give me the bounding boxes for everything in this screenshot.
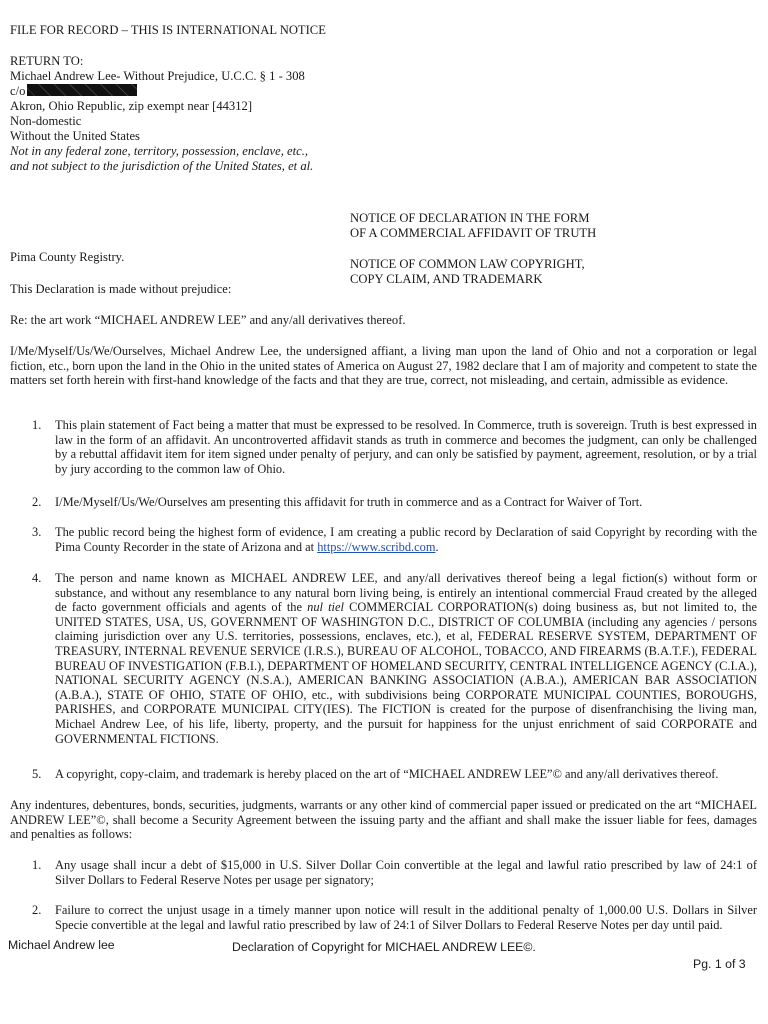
care-of-label: c/o	[10, 84, 26, 98]
item-number: 5.	[32, 767, 42, 781]
jurisdiction-note-2: and not subject to the jurisdiction of the United States, et al.	[10, 159, 314, 173]
item-text-part: The person and name known as MICHAEL ANDREW LEE, and any/all derivatives thereof being a legal fiction(s) without form or substance, and without any resemblance to any natural born living being, is entirely an intentional commercial Fraud created by the alleged de facto government officials and agents of the	[55, 571, 757, 615]
item-text: A copyright, copy-claim, and trademark is hereby placed on the art of “MICHAEL ANDREW LEE”© and any/all derivatives thereof.	[55, 767, 719, 781]
item-text	[55, 525, 757, 554]
non-domestic-line: Non-domestic	[10, 114, 82, 128]
item-number: 1.	[32, 418, 42, 432]
footer-title: Declaration of Copyright for MICHAEL ANDREW LEE©.	[232, 940, 536, 954]
without-prejudice-line: This Declaration is made without prejudice:	[10, 282, 232, 296]
item-number: 2.	[32, 495, 42, 509]
registry-line: Pima County Registry.	[10, 250, 125, 264]
scribd-link[interactable]: https://www.scribd.com	[317, 539, 436, 554]
return-name: Michael Andrew Lee- Without Prejudice, U.C.C. § 1 - 308	[10, 69, 305, 83]
notice-line-3: NOTICE OF COMMON LAW COPYRIGHT,	[350, 257, 585, 271]
jurisdiction-note-1: Not in any federal zone, territory, possession, enclave, etc.,	[10, 144, 309, 158]
care-of-line	[10, 84, 137, 99]
penalty-number: 1.	[32, 858, 42, 872]
item-number: 4.	[32, 571, 42, 585]
penalty-text: Any usage shall incur a debt of $15,000 in U.S. Silver Dollar Coin convertible at the legal and lawful ratio prescribed by law of 24:1 of Silver Dollars to Federal Reserve Notes per usage per signatory;	[55, 858, 757, 887]
nul-tiel-italic: nul tiel	[307, 600, 344, 615]
intro-paragraph: I/Me/Myself/Us/We/Ourselves, Michael Andrew Lee, the undersigned affiant, a living man upon the land of Ohio and not a corporation or legal fiction, etc., born upon the land in the Ohio in the united states of America on August 27, 1982 declare that I am of majority and competent to state the matters set forth herein with first-hand knowledge of the facts and that they are true, correct, not misleading, and certain, admissible as evidence.	[10, 344, 757, 388]
item-text-part: The public record being the highest form of evidence, I am creating a public record by Declaration of said Copyright by recording with the Pima County Recorder in the state of Arizona and at	[55, 525, 757, 554]
footer-author: Michael Andrew lee	[8, 938, 115, 952]
item-text	[55, 571, 757, 746]
notice-line-2: OF A COMMERCIAL AFFIDAVIT OF TRUTH	[350, 226, 597, 240]
notice-line-4: COPY CLAIM, AND TRADEMARK	[350, 272, 543, 286]
return-to-label: RETURN TO:	[10, 54, 84, 68]
notice-line-1: NOTICE OF DECLARATION IN THE FORM	[350, 211, 590, 225]
without-us-line: Without the United States	[10, 129, 140, 143]
return-city: Akron, Ohio Republic, zip exempt near [44312]	[10, 99, 253, 113]
item-text-part: COMMERCIAL CORPORATION(s) doing business as, but not limited to, the UNITED STATES, USA, US, GOVERNMENT OF WASHINGTON D.C., DISTRICT OF COLUMBIA (including any agencies / persons claiming jurisdiction over any U.S. territories, possessions, enclaves, etc.), et al, FEDERAL RESERVE SYSTEM, DEPARTMENT OF TREASURY, INTERNAL REVENUE SERVICE (I.R.S.), BUREAU OF ALCOHOL, TOBACCO, AND FIREARMS (B.A.T.F.), FEDERAL BUREAU OF INVESTIGATION (F.B.I.), DEPARTMENT OF HOMELAND SECURITY, CENTRAL INTELLIGENCE AGENCY (C.I.A.), NATIONAL SECURITY AGENCY (N.S.A.), AMERICAN BANKING ASSOCIATION (A.B.A.), AMERICAN BAR ASSOCIATION (A.B.A.), STATE OF OHIO, STATE OF OHIO, etc., with subdivisions being CORPORATE MUNICIPAL COUNTIES, BOROUGHS, PARISHES, and CORPORATE MUNICIPAL CITY(IES). The FICTION is created for the purpose of disenfranchising the living man, Michael Andrew Lee, of his life, liberty, property, and the pursuit for happiness for the unjust enrichment of said CORPORATE and GOVERNMENTAL FICTIONS.	[55, 600, 757, 746]
indentures-paragraph: Any indentures, debentures, bonds, securities, judgments, warrants or any other kind of commercial paper issued or predicated on the art “MICHAEL ANDREW LEE”©, shall become a Security Agreement between the issuing party and the affiant and shall make the issuer liable for fees, damages and penalties as follows:	[10, 798, 757, 842]
file-for-record-title: FILE FOR RECORD – THIS IS INTERNATIONAL NOTICE	[10, 23, 326, 37]
penalty-number: 2.	[32, 903, 42, 917]
penalty-text: Failure to correct the unjust usage in a timely manner upon notice will result in the additional penalty of 1,000.00 U.S. Dollars in Silver Specie convertible at the legal and lawful ratio prescribed by law of 24:1 of Silver Dollars to Federal Reserve Notes per day until paid.	[55, 903, 757, 932]
item-number: 3.	[32, 525, 42, 539]
item-text: This plain statement of Fact being a matter that must be expressed to be resolved. In Commerce, truth is sovereign. Truth is best expressed in law in the form of an affidavit. An uncontroverted affidavit stands as truth in commerce and becomes the judgment, can only be challenged by a rebuttal affidavit item for item signed under penalty of perjury, and can only be satisfied by payment, agreement, resolution, or by a trial by jury according to the common law of Ohio.	[55, 418, 757, 476]
item-text: I/Me/Myself/Us/We/Ourselves am presenting this affidavit for truth in commerce and as a Contract for Waiver of Tort.	[55, 495, 643, 509]
page-number: Pg. 1 of 3	[693, 957, 746, 971]
re-line: Re: the art work “MICHAEL ANDREW LEE” and any/all derivatives thereof.	[10, 313, 406, 327]
item-text-part: .	[435, 539, 439, 554]
redaction-box	[27, 84, 137, 96]
